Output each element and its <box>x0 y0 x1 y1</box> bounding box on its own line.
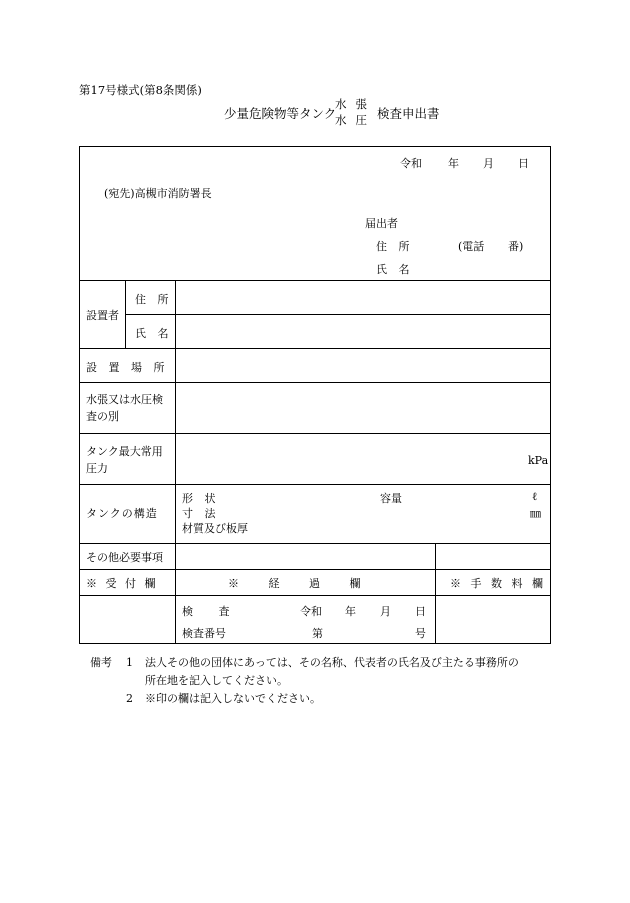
divider-other <box>80 543 550 544</box>
installer-name-label: 氏 名 <box>135 327 173 340</box>
notes-label: 備考 <box>90 656 112 669</box>
date-year: 年 <box>448 157 459 170</box>
form-number: 第17号様式(第8条関係) <box>79 83 202 97</box>
phone-open: (電話 <box>458 240 485 253</box>
date-month: 月 <box>483 157 494 170</box>
divider-location <box>80 348 550 349</box>
note-2-number: 2 <box>126 692 133 705</box>
applicant-label: 届出者 <box>365 217 398 230</box>
capacity-label: 容量 <box>380 492 402 505</box>
test-type-label-line2: 査の別 <box>86 410 119 423</box>
divider-label-col <box>175 280 176 643</box>
title-stack-top: 水張 <box>335 97 376 111</box>
capacity-unit: ℓ <box>532 490 538 503</box>
inspection-month: 月 <box>380 605 391 618</box>
reception-label: ※ 受 付 欄 <box>86 577 158 590</box>
inspection-day: 日 <box>415 605 426 618</box>
note-1-number: 1 <box>126 656 133 669</box>
inspection-number-suffix: 号 <box>415 627 426 640</box>
addressee: (宛先)高槻市消防署長 <box>104 187 212 200</box>
inspection-label: 検 査 <box>182 605 230 618</box>
divider-fee-col <box>435 543 436 643</box>
inspection-number-prefix: 第 <box>312 627 323 640</box>
installer-label: 設置者 <box>86 309 119 322</box>
divider-pressure <box>80 433 550 434</box>
date-era: 令和 <box>400 157 422 170</box>
structure-label: タンクの構造 <box>86 507 158 520</box>
note-1-line2: 所在地を記入してください。 <box>145 674 288 687</box>
divider-test-type <box>80 382 550 383</box>
inspection-year: 年 <box>345 605 356 618</box>
divider-structure <box>80 484 550 485</box>
max-pressure-label-line1: タンク最大常用 <box>86 445 163 458</box>
installer-address-label: 住 所 <box>135 293 173 306</box>
title-right: 検査申出書 <box>377 106 440 121</box>
divider-installer <box>125 314 550 315</box>
notes <box>90 654 519 708</box>
application-form-table <box>79 146 551 644</box>
test-type-label-line1: 水張又は水圧検 <box>86 393 163 406</box>
title-left: 少量危険物等タンク <box>224 106 337 121</box>
max-pressure-unit: kPa <box>528 454 549 467</box>
inspection-number-label: 検査番号 <box>182 627 226 640</box>
divider-installer-col <box>125 280 126 348</box>
dimension-label: 寸 法 <box>182 507 220 520</box>
note-2-text: ※印の欄は記入しないでください。 <box>145 692 321 705</box>
inspection-era: 令和 <box>300 605 322 618</box>
dimension-unit: ㎜ <box>530 507 541 520</box>
title-stack-bottom: 水圧 <box>335 113 376 127</box>
shape-label: 形 状 <box>182 492 220 505</box>
divider-header <box>80 280 550 281</box>
phone-close: 番) <box>508 240 524 253</box>
progress-label: ※ 経 過 欄 <box>228 577 367 590</box>
location-label: 設 置 場 所 <box>86 361 169 374</box>
fee-label: ※ 手 数 料 欄 <box>450 577 546 590</box>
note-1-line1: 法人その他の団体にあっては、その名称、代表者の氏名及び主たる事務所の <box>145 656 519 669</box>
max-pressure-label-line2: 圧力 <box>86 462 108 475</box>
applicant-name-label: 氏 名 <box>376 263 414 276</box>
applicant-address-label: 住 所 <box>376 240 414 253</box>
material-label: 材質及び板厚 <box>182 522 248 535</box>
divider-sections <box>80 569 550 570</box>
divider-bottom <box>80 595 550 596</box>
date-day: 日 <box>518 157 529 170</box>
other-label: その他必要事項 <box>86 551 163 564</box>
